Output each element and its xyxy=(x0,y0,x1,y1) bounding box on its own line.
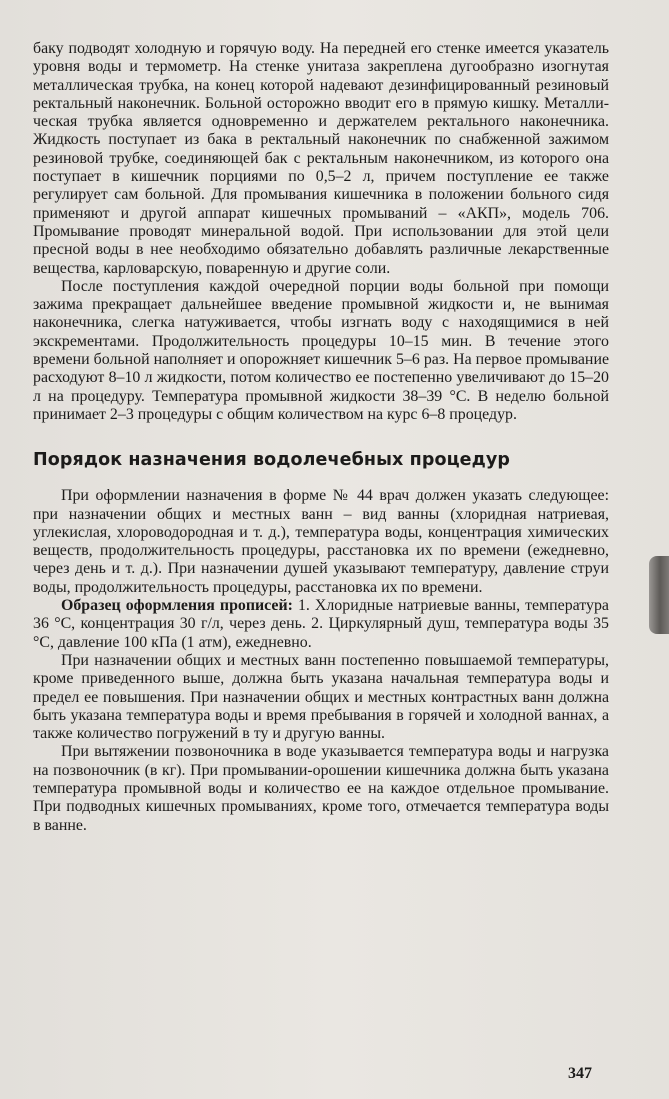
chapter-thumb-tab xyxy=(649,556,669,634)
sample-text: 1. Хлоридные натриевые ванны, температура 36 °С, концентрация 30 г/л, через день. 2. Циркулярный душ, температура воды 35 °С, давление 100 кПа (1 атм), ежедневно. xyxy=(33,597,609,651)
sample-lead: Образец оформления прописей: xyxy=(61,597,293,615)
paragraph-continuation: баку подводят холодную и горячую воду. На передней его стенке имеется указатель уровня воды и термометр. На стенке унитаза закреплена дугообразно изогнутая металлическая трубка, на конец которой надевают дезинфицированный резиновый ректальный наконечник. Больной осторожно вводит его в прямую кишку. Металлическая трубка является одновременно и держателем ректального наконечника. Жидкость поступает из бака в ректальный наконечник по снабженной зажимом резиновой трубке, соединяющей бак с ректальным наконечником, из которого она поступает в кишечник порциями по 0,5–2 л, причем поступление ее также регулирует сам больной. Для промывания кишечника в положении больного сидя применяют и другой аппарат кишечных промываний – «АКП», модель 706. Промывание проводят минеральной водой. При использовании для этой цели пресной воды в нее необходимо обязательно добавлять различные лекарственные вещества, карловарскую, поваренную и другие соли. xyxy=(33,40,609,277)
paragraph: При назначении общих и местных ванн постепенно повышаемой температуры, кроме приведенного выше, должна быть указана начальная температура воды и предел ее повышения. При назначении общих и местных контрастных ванн должна быть указана температура воды и время пребывания в горячей и холодной ваннах, а также количество погружений в ту и другую ванны. xyxy=(33,651,609,743)
paragraph: При вытяжении позвоночника в воде указывается температура воды и нагрузка на позвоночник (в кг). При промывании-орошении кишечника должна быть указана температура промывной воды и количество ее на каждое отдельное промывание. При подводных кишечных промываниях, кроме того, отмечается температура воды в ванне. xyxy=(33,743,609,834)
paragraph: При оформлении назначения в форме № 44 врач должен указать следующее: при назначении общих и местных ванн – вид ванны (хлоридная натриевая, углекислая, хлороводородная и т. д.), температура воды, концентрация химических веществ, продолжительность процедуры, расстановка их по времени (ежедневно, через день и т. д.). При назначении душей указывают температуру, давление струи воды, продолжительность процедуры, расстановка их по времени. xyxy=(33,487,609,596)
section-heading: Порядок назначения водолечебных процедур xyxy=(33,450,510,471)
page-number: 347 xyxy=(568,1065,592,1082)
paragraph: После поступления каждой очередной порции воды больной при помощи зажима прекращает дальнейшее введение промывной жидкости и, не вынимая наконечника, слегка натуживается, чтобы изгнать воду с находящимися в ней экскрементами. Продолжительность процедуры 10–15 мин. В течение этого времени больной наполняет и опорожняет кишечник 5–6 раз. На первое промывание расходуют 8–10 л жидкости, потом количество ее постепенно увеличивают до 15–20 л на процедуру. Температура промывной жидкости 38–39 °С. В неделю больной принимает 2–3 процедуры с общим количеством на курс 6–8 процедур. xyxy=(33,277,609,423)
page-text xyxy=(33,40,609,835)
sample-paragraph xyxy=(33,597,609,652)
